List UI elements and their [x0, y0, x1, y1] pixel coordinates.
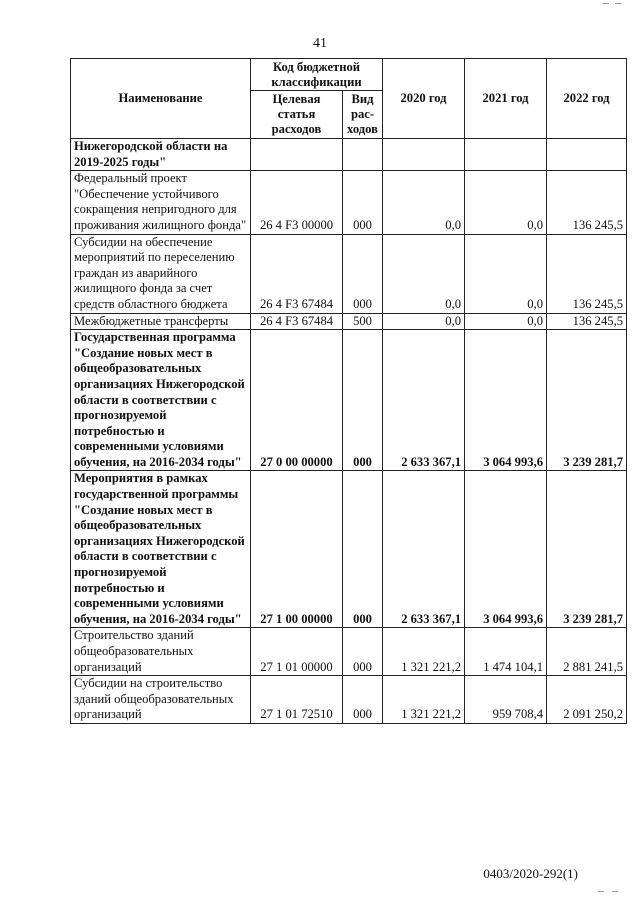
header-year-2022: 2022 год: [547, 59, 627, 139]
row-value-2022: 136 245,5: [547, 313, 627, 330]
row-value-2020: 1 321 221,2: [383, 676, 465, 724]
row-value-2020: 1 321 221,2: [383, 628, 465, 676]
row-value-2021: 0,0: [465, 171, 547, 234]
row-target-article: 27 1 01 72510: [251, 676, 343, 724]
table-row: [71, 234, 627, 313]
row-value-2022: 3 239 281,7: [547, 471, 627, 628]
row-target-article: 26 4 F3 00000: [251, 171, 343, 234]
row-name: Субсидии на строительство зданий общеобразовательных организаций: [71, 676, 251, 724]
row-value-2022: 136 245,5: [547, 171, 627, 234]
row-target-article: 27 1 01 00000: [251, 628, 343, 676]
row-name: Строительство зданий общеобразовательных организаций: [71, 628, 251, 676]
row-value-2020: [383, 139, 465, 171]
row-name: Нижегородской области на 2019-2025 годы": [71, 139, 251, 171]
page-number: 41: [313, 36, 327, 51]
row-value-2021: 959 708,4: [465, 676, 547, 724]
row-name: Субсидии на обеспечение мероприятий по переселению граждан из аварийного жилищного фонда за счет средств областного бюджета: [71, 234, 251, 313]
row-target-article: 26 4 F3 67484: [251, 234, 343, 313]
row-value-2022: 2 881 241,5: [547, 628, 627, 676]
header-expense-type: Вид рас-ходов: [343, 91, 383, 139]
row-value-2020: 2 633 367,1: [383, 471, 465, 628]
row-value-2021: 0,0: [465, 234, 547, 313]
row-expense-type: 000: [343, 471, 383, 628]
table-row: [71, 171, 627, 234]
table-row: [71, 330, 627, 471]
row-expense-type: 000: [343, 234, 383, 313]
row-target-article: 26 4 F3 67484: [251, 313, 343, 330]
budget-table: [70, 58, 627, 724]
scan-mark: [615, 3, 621, 4]
row-value-2022: [547, 139, 627, 171]
document-code: 0403/2020-292(1): [483, 866, 578, 881]
row-value-2021: 3 064 993,6: [465, 330, 547, 471]
row-name: Мероприятия в рамках государственной программы "Создание новых мест в общеобразовательных организациях Нижегородской области в соответствии с прогнозируемой потребностью и современными условиями обучения, на 2016-2034 годы": [71, 471, 251, 628]
row-value-2020: 2 633 367,1: [383, 330, 465, 471]
scan-mark: [598, 891, 604, 892]
header-target-article: Целевая статья расходов: [251, 91, 343, 139]
header-year-2020: 2020 год: [383, 59, 465, 139]
scan-mark: [603, 3, 609, 4]
scan-mark: [612, 891, 618, 892]
table-body: [71, 139, 627, 724]
row-value-2021: 3 064 993,6: [465, 471, 547, 628]
table-row: [71, 676, 627, 724]
row-expense-type: 500: [343, 313, 383, 330]
row-value-2020: 0,0: [383, 313, 465, 330]
row-name: Межбюджетные трансферты: [71, 313, 251, 330]
row-value-2022: 136 245,5: [547, 234, 627, 313]
row-target-article: [251, 139, 343, 171]
header-name: Наименование: [71, 59, 251, 139]
table-row: [71, 139, 627, 171]
row-value-2020: 0,0: [383, 171, 465, 234]
row-expense-type: 000: [343, 330, 383, 471]
header-year-2021: 2021 год: [465, 59, 547, 139]
table-header: [71, 59, 627, 139]
table-row: [71, 471, 627, 628]
row-value-2022: 3 239 281,7: [547, 330, 627, 471]
row-value-2021: 1 474 104,1: [465, 628, 547, 676]
row-value-2021: [465, 139, 547, 171]
row-expense-type: [343, 139, 383, 171]
table-row: [71, 628, 627, 676]
row-value-2021: 0,0: [465, 313, 547, 330]
row-value-2020: 0,0: [383, 234, 465, 313]
row-name: Государственная программа "Создание новых мест в общеобразовательных организациях Нижегородской области в соответствии с прогнозируемой потребностью и современными условиями обучения, на 2016-2034 годы": [71, 330, 251, 471]
table-row: [71, 313, 627, 330]
row-target-article: 27 0 00 00000: [251, 330, 343, 471]
row-value-2022: 2 091 250,2: [547, 676, 627, 724]
row-expense-type: 000: [343, 171, 383, 234]
header-kbk-group: Код бюджетной классификации: [251, 59, 383, 91]
row-target-article: 27 1 00 00000: [251, 471, 343, 628]
row-name: Федеральный проект "Обеспечение устойчивого сокращения непригодного для проживания жилищного фонда": [71, 171, 251, 234]
row-expense-type: 000: [343, 676, 383, 724]
row-expense-type: 000: [343, 628, 383, 676]
